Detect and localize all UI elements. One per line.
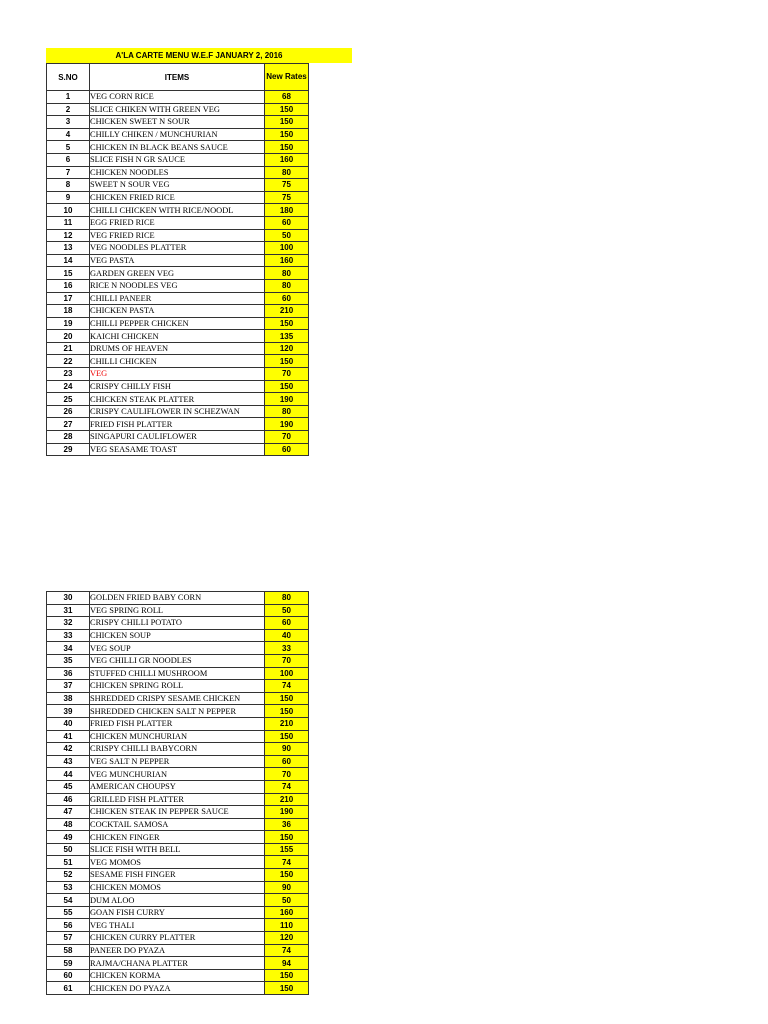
table-row [47,780,309,793]
row-rate: 50 [265,604,309,617]
row-sno: 60 [47,969,90,982]
table-row [47,654,309,667]
row-rate: 150 [265,317,309,330]
table-row [47,743,309,756]
row-sno: 16 [47,279,90,292]
row-rate: 120 [265,932,309,945]
row-sno: 57 [47,932,90,945]
row-rate: 160 [265,254,309,267]
row-item-name: CHICKEN SWEET N SOUR [90,116,265,129]
row-sno: 53 [47,881,90,894]
header-row [47,64,309,91]
row-rate: 60 [265,216,309,229]
table-row [47,932,309,945]
row-item-name: CHICKEN SOUP [90,629,265,642]
row-sno: 27 [47,418,90,431]
row-item-name: GARDEN GREEN VEG [90,267,265,280]
row-rate: 120 [265,342,309,355]
row-item-name: COCKTAIL SAMOSA [90,818,265,831]
row-item-name: FRIED FISH PLATTER [90,418,265,431]
row-item-name: CHICKEN STEAK PLATTER [90,393,265,406]
table-row [47,317,309,330]
row-sno: 4 [47,128,90,141]
row-sno: 55 [47,906,90,919]
row-rate: 110 [265,919,309,932]
table-row [47,342,309,355]
row-item-name: PANEER DO PYAZA [90,944,265,957]
row-rate: 160 [265,906,309,919]
row-sno: 6 [47,153,90,166]
row-item-name: CHICKEN CURRY PLATTER [90,932,265,945]
row-sno: 11 [47,216,90,229]
row-rate: 150 [265,869,309,882]
row-sno: 38 [47,692,90,705]
row-sno: 33 [47,629,90,642]
row-item-name: VEG THALI [90,919,265,932]
table-row [47,705,309,718]
row-item-name: SLICE FISH WITH BELL [90,843,265,856]
table-row [47,166,309,179]
row-sno: 12 [47,229,90,242]
table-row [47,216,309,229]
table-row [47,368,309,381]
row-rate: 80 [265,267,309,280]
row-item-name: CHILLI PEPPER CHICKEN [90,317,265,330]
row-rate: 150 [265,969,309,982]
row-sno: 39 [47,705,90,718]
row-rate: 155 [265,843,309,856]
table-row [47,242,309,255]
row-rate: 70 [265,768,309,781]
row-sno: 37 [47,680,90,693]
row-rate: 190 [265,418,309,431]
row-sno: 34 [47,642,90,655]
table-row [47,768,309,781]
row-sno: 22 [47,355,90,368]
row-item-name: VEG CHILLI GR NOODLES [90,654,265,667]
row-sno: 30 [47,592,90,605]
row-item-name: CHICKEN STEAK IN PEPPER SAUCE [90,806,265,819]
table-row [47,405,309,418]
row-sno: 29 [47,443,90,456]
row-sno: 48 [47,818,90,831]
row-item-name: RAJMA/CHANA PLATTER [90,957,265,970]
row-rate: 75 [265,179,309,192]
row-sno: 18 [47,305,90,318]
row-item-name: VEG MUNCHURIAN [90,768,265,781]
row-sno: 51 [47,856,90,869]
row-sno: 2 [47,103,90,116]
row-item-name: CHICKEN NOODLES [90,166,265,179]
table-row [47,894,309,907]
row-item-name: CHILLI CHICKEN [90,355,265,368]
row-rate: 210 [265,305,309,318]
row-sno: 49 [47,831,90,844]
row-item-name: VEG SALT N PEPPER [90,755,265,768]
row-sno: 5 [47,141,90,154]
row-sno: 36 [47,667,90,680]
table-row [47,229,309,242]
row-item-name: KAICHI CHICKEN [90,330,265,343]
row-rate: 70 [265,431,309,444]
row-item-name: AMERICAN CHOUPSY [90,780,265,793]
row-sno: 10 [47,204,90,217]
row-sno: 20 [47,330,90,343]
row-rate: 180 [265,204,309,217]
row-rate: 33 [265,642,309,655]
row-sno: 32 [47,617,90,630]
table-row [47,692,309,705]
table-row [47,330,309,343]
row-sno: 59 [47,957,90,970]
row-item-name: GOAN FISH CURRY [90,906,265,919]
row-rate: 36 [265,818,309,831]
table-row [47,957,309,970]
table-row [47,592,309,605]
row-sno: 31 [47,604,90,617]
row-sno: 19 [47,317,90,330]
table-row [47,730,309,743]
row-rate: 100 [265,667,309,680]
row-sno: 58 [47,944,90,957]
row-item-name: SHREDDED CRISPY SESAME CHICKEN [90,692,265,705]
row-item-name: SLICE FISH N GR SAUCE [90,153,265,166]
row-sno: 23 [47,368,90,381]
row-item-name: CHICKEN KORMA [90,969,265,982]
row-item-name: VEG FRIED RICE [90,229,265,242]
row-rate: 74 [265,680,309,693]
header-items: ITEMS [90,64,265,91]
table-row [47,667,309,680]
row-rate: 70 [265,368,309,381]
table-row [47,355,309,368]
row-item-name: VEG SOUP [90,642,265,655]
row-item-name: SLICE CHIKEN WITH GREEN VEG [90,103,265,116]
row-item-name: SHREDDED CHICKEN SALT N PEPPER [90,705,265,718]
row-item-name: SINGAPURI CAULIFLOWER [90,431,265,444]
table-row [47,869,309,882]
row-rate: 190 [265,806,309,819]
header-sno: S.NO [47,64,90,91]
row-item-name: EGG FRIED RICE [90,216,265,229]
table-row [47,191,309,204]
row-sno: 41 [47,730,90,743]
row-item-name: GOLDEN FRIED BABY CORN [90,592,265,605]
row-item-name: VEG [90,368,265,381]
row-rate: 80 [265,279,309,292]
row-rate: 60 [265,755,309,768]
row-rate: 50 [265,229,309,242]
table-row [47,629,309,642]
row-rate: 150 [265,730,309,743]
row-item-name: VEG PASTA [90,254,265,267]
table-row [47,393,309,406]
table-row [47,443,309,456]
table-row [47,982,309,995]
table-row [47,292,309,305]
row-sno: 54 [47,894,90,907]
row-item-name: CHICKEN FRIED RICE [90,191,265,204]
table-row [47,856,309,869]
row-item-name: CRISPY CHILLY FISH [90,380,265,393]
table-row [47,881,309,894]
row-rate: 150 [265,831,309,844]
row-rate: 70 [265,654,309,667]
row-sno: 35 [47,654,90,667]
row-sno: 7 [47,166,90,179]
row-item-name: CHILLY CHIKEN / MUNCHURIAN [90,128,265,141]
table-row [47,103,309,116]
table-row [47,128,309,141]
row-item-name: VEG NOODLES PLATTER [90,242,265,255]
table-row [47,831,309,844]
row-item-name: CHICKEN IN BLACK BEANS SAUCE [90,141,265,154]
row-rate: 160 [265,153,309,166]
header-rates: New Rates [265,64,309,91]
row-sno: 14 [47,254,90,267]
row-item-name: CHICKEN MUNCHURIAN [90,730,265,743]
row-rate: 150 [265,380,309,393]
row-sno: 21 [47,342,90,355]
table-row [47,755,309,768]
row-rate: 60 [265,443,309,456]
table-row [47,431,309,444]
table-row [47,717,309,730]
row-item-name: CHICKEN FINGER [90,831,265,844]
row-rate: 94 [265,957,309,970]
row-rate: 150 [265,355,309,368]
row-sno: 45 [47,780,90,793]
row-rate: 80 [265,592,309,605]
row-item-name: SESAME FISH FINGER [90,869,265,882]
row-sno: 52 [47,869,90,882]
row-item-name: VEG SEASAME TOAST [90,443,265,456]
row-rate: 150 [265,141,309,154]
row-sno: 28 [47,431,90,444]
row-sno: 61 [47,982,90,995]
table-row [47,604,309,617]
table-row [47,906,309,919]
row-sno: 50 [47,843,90,856]
row-sno: 25 [47,393,90,406]
table-row [47,153,309,166]
row-item-name: CHICKEN MOMOS [90,881,265,894]
row-item-name: VEG CORN RICE [90,91,265,104]
row-rate: 74 [265,856,309,869]
table-row [47,680,309,693]
row-sno: 9 [47,191,90,204]
row-item-name: RICE N NOODLES VEG [90,279,265,292]
row-sno: 15 [47,267,90,280]
row-item-name: VEG MOMOS [90,856,265,869]
row-item-name: DUM ALOO [90,894,265,907]
menu-title: A'LA CARTE MENU W.E.F JANUARY 2, 2016 [46,48,352,63]
table-row [47,141,309,154]
row-item-name: FRIED FISH PLATTER [90,717,265,730]
table-row [47,806,309,819]
table-row [47,843,309,856]
table-row [47,305,309,318]
row-sno: 13 [47,242,90,255]
row-rate: 60 [265,617,309,630]
row-rate: 150 [265,982,309,995]
row-item-name: CHICKEN DO PYAZA [90,982,265,995]
row-sno: 3 [47,116,90,129]
table-row [47,919,309,932]
table-row [47,818,309,831]
row-sno: 43 [47,755,90,768]
table-row [47,91,309,104]
table-row [47,944,309,957]
row-rate: 210 [265,793,309,806]
row-item-name: VEG SPRING ROLL [90,604,265,617]
row-rate: 190 [265,393,309,406]
row-sno: 26 [47,405,90,418]
table-row [47,267,309,280]
row-sno: 44 [47,768,90,781]
row-item-name: CHICKEN SPRING ROLL [90,680,265,693]
table-row [47,793,309,806]
menu-table-1-body [47,91,309,456]
table-row [47,380,309,393]
row-sno: 46 [47,793,90,806]
row-item-name: CHILLI CHICKEN WITH RICE/NOODL [90,204,265,217]
row-rate: 90 [265,881,309,894]
row-item-name: CHILLI PANEER [90,292,265,305]
row-sno: 1 [47,91,90,104]
row-item-name: STUFFED CHILLI MUSHROOM [90,667,265,680]
row-rate: 74 [265,944,309,957]
row-rate: 80 [265,405,309,418]
row-item-name: CRISPY CHILLI POTATO [90,617,265,630]
menu-table-2 [46,591,309,995]
table-row [47,642,309,655]
table-row [47,418,309,431]
menu-table-2-body [47,592,309,995]
row-sno: 56 [47,919,90,932]
row-rate: 150 [265,692,309,705]
row-rate: 135 [265,330,309,343]
table-row [47,179,309,192]
row-rate: 150 [265,128,309,141]
row-sno: 24 [47,380,90,393]
table-row [47,116,309,129]
row-item-name: CRISPY CHILLI BABYCORN [90,743,265,756]
menu-table-1 [46,63,309,456]
row-item-name: CRISPY CAULIFLOWER IN SCHEZWAN [90,405,265,418]
row-item-name: DRUMS OF HEAVEN [90,342,265,355]
row-rate: 74 [265,780,309,793]
table-row [47,617,309,630]
row-rate: 40 [265,629,309,642]
row-rate: 150 [265,116,309,129]
row-rate: 68 [265,91,309,104]
row-rate: 75 [265,191,309,204]
row-item-name: GRILLED FISH PLATTER [90,793,265,806]
row-sno: 8 [47,179,90,192]
table-row [47,204,309,217]
row-rate: 60 [265,292,309,305]
row-rate: 90 [265,743,309,756]
row-sno: 47 [47,806,90,819]
row-rate: 210 [265,717,309,730]
table-row [47,969,309,982]
row-rate: 80 [265,166,309,179]
row-sno: 40 [47,717,90,730]
table-row [47,254,309,267]
row-rate: 100 [265,242,309,255]
row-item-name: CHICKEN PASTA [90,305,265,318]
row-item-name: SWEET N SOUR VEG [90,179,265,192]
row-sno: 17 [47,292,90,305]
table-row [47,279,309,292]
row-sno: 42 [47,743,90,756]
row-rate: 150 [265,705,309,718]
row-rate: 50 [265,894,309,907]
row-rate: 150 [265,103,309,116]
